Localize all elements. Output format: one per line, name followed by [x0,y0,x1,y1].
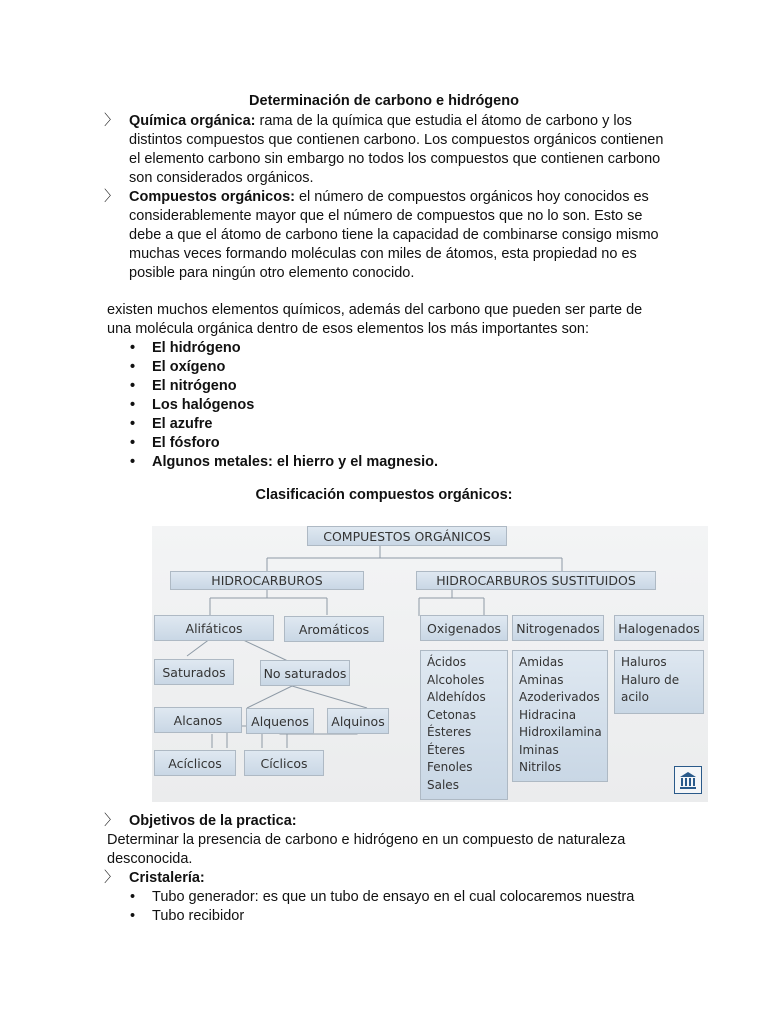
objetivos-paragraph: Determinar la presencia de carbono e hidrógeno en un compuesto de naturaleza desconocida. [107,832,626,867]
box-no-saturados: No saturados [260,660,350,686]
section-subtitle: Clasificación compuestos orgánicos: [255,487,513,503]
arrow-marker-icon: 〉 [104,189,119,205]
list-item: Ácidos [427,655,467,669]
term-compuestos-organicos: Compuestos orgánicos: [129,189,295,205]
list-item: Alcoholes [427,672,485,687]
list-item: Haluro de [621,672,680,687]
box-alquenos: Alquenos [246,708,314,734]
arrow-marker-icon: 〉 [104,813,119,829]
heading-cristaleria: Cristalería: [129,870,205,886]
list-item: • El nitrógeno [130,377,438,396]
box-halogenados: Halogenados [614,615,704,641]
document-title: Determinación de carbono e hidrógeno [249,93,519,109]
list-item: Ésteres [427,725,472,739]
heading-objetivos: Objetivos de la practica: [129,813,297,829]
box-saturados: Saturados [154,659,234,685]
list-item: • Algunos metales: el hierro y el magnesio. [130,453,438,472]
box-nitrogenados: Nitrogenados [512,615,604,641]
list-item: • El fósforo [130,434,438,453]
list-halogenados [614,650,704,714]
box-hidrocarburos-sustituidos: HIDROCARBUROS SUSTITUIDOS [416,571,656,590]
cristaleria-list [130,888,634,926]
section-cristaleria [104,869,664,888]
list-item: • Tubo generador: es que un tubo de ensayo en el cual colocaremos nuestra [130,888,634,907]
list-item: Iminas [519,742,559,757]
classification-diagram [152,526,708,802]
list-item: Azoderivados [519,690,600,704]
arrow-marker-icon: 〉 [104,870,119,886]
box-compuestos-organicos: COMPUESTOS ORGÁNICOS [307,526,507,546]
list-item: Amidas [519,655,564,669]
section-objetivos [104,812,664,831]
list-item: • Los halógenos [130,396,438,415]
list-item: Nitrilos [519,760,562,774]
list-item: • Tubo recibidor [130,907,634,926]
list-item: Sales [427,777,459,792]
arrow-marker-icon: 〉 [104,113,119,129]
list-item: Fenoles [427,760,473,774]
section-quimica-organica [104,112,664,188]
list-item: • El hidrógeno [130,339,438,358]
list-item: Hidracina [519,707,577,722]
list-item: Haluros [621,655,667,669]
definition-quimica-organica: rama de la química que estudia el átomo de carbono y los distintos compuestos que contienen carbono. Los compuestos orgánicos contienen el elemento carbono sin embargo no todos los compuestos que contienen carbono son considerados orgánicos. [129,113,664,186]
box-hidrocarburos: HIDROCARBUROS [170,571,364,590]
box-alcanos: Alcanos [154,707,242,733]
list-nitrogenados [512,650,608,782]
list-item: Éteres [427,742,465,757]
list-item: Aminas [519,672,564,687]
list-item: acilo [621,690,649,704]
box-oxigenados: Oxigenados [420,615,508,641]
elements-list [130,339,438,472]
list-item: • El azufre [130,415,438,434]
definition-compuestos-organicos: el número de compuestos orgánicos hoy conocidos es considerablemente mayor que el número de compuestos que no lo son. Esto se debe a que el átomo de carbono tiene la capacidad de combinarse consigo mismo muchas veces formando moléculas con miles de átomos, esta propiedad no es posible para ningún otro elemento conocido. [129,189,659,281]
section-compuestos-organicos [104,188,664,283]
list-oxigenados [420,650,508,800]
box-aromaticos: Aromáticos [284,616,384,642]
box-ciclicos: Cíclicos [244,750,324,776]
institution-logo-icon [674,766,702,794]
list-item: • El oxígeno [130,358,438,377]
term-quimica-organica: Química orgánica: [129,113,256,129]
box-alquinos: Alquinos [327,708,389,734]
intro-paragraph: existen muchos elementos químicos, además del carbono que pueden ser parte de una molécula orgánica dentro de esos elementos los más importantes son: [107,302,643,337]
list-item: Cetonas [427,707,477,722]
box-alifaticos: Alifáticos [154,615,274,641]
box-aciclicos: Acíclicos [154,750,236,776]
list-item: Hidroxilamina [519,725,602,739]
list-item: Aldehídos [427,690,486,704]
